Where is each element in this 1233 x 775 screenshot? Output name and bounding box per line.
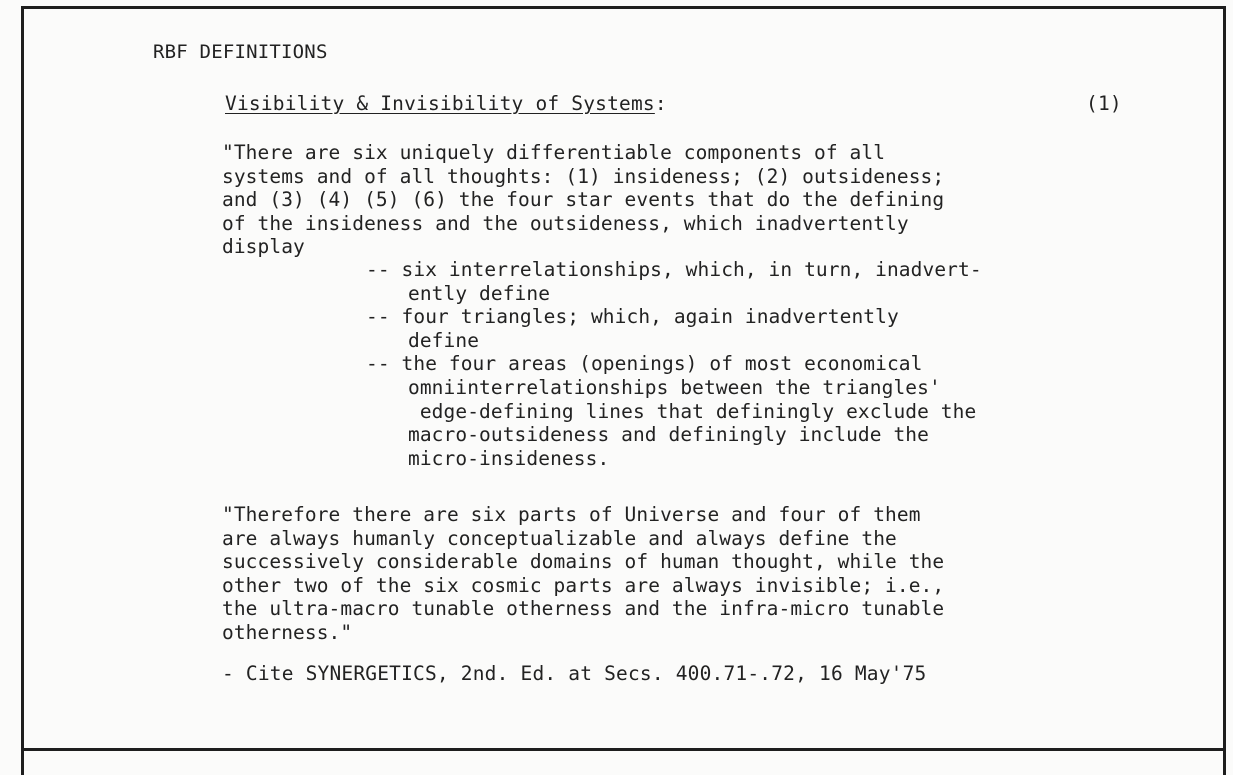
frame-right-rule <box>1223 6 1226 775</box>
paragraph-line: of the insideness and the outsideness, which inadvertently <box>222 211 909 235</box>
paragraph-line: systems and of all thoughts: (1) insideness; (2) outsideness; <box>222 164 945 188</box>
bullet-item: -- four triangles; which, again inadvertently <box>366 305 899 329</box>
paragraph-line: are always humanly conceptualizable and always define the <box>222 526 897 550</box>
citation: - Cite SYNERGETICS, 2nd. Ed. at Secs. 400.71-.72, 16 May'75 <box>222 662 927 685</box>
bullet-item: -- six interrelationships, which, in turn, inadvert- <box>366 258 982 281</box>
paragraph-2 <box>222 503 944 645</box>
paragraph-line: the ultra-macro tunable otherness and the infra-micro tunable <box>222 597 945 621</box>
section-title-text: Visibility & Invisibility of Systems <box>225 92 655 115</box>
frame-top-rule <box>22 6 1226 9</box>
paragraph-line: other two of the six cosmic parts are always invisible; i.e., <box>222 573 945 597</box>
frame-bottom-rule <box>22 748 1226 751</box>
paragraph-1 <box>222 141 944 259</box>
bullet-continuation: define <box>408 328 480 352</box>
bullet-item: -- the four areas (openings) of most economical <box>366 352 923 376</box>
bullet-continuation: micro-insideness. <box>408 446 610 470</box>
paragraph-line: and (3) (4) (5) (6) the four star events that do the defining <box>222 188 945 212</box>
frame-left-rule <box>21 6 24 775</box>
paragraph-line: "Therefore there are six parts of Universe and four of them <box>222 503 921 526</box>
section-number: (1) <box>1086 92 1122 115</box>
section-title-colon: : <box>654 92 667 115</box>
paragraph-line: display <box>222 235 305 259</box>
paragraph-line: "There are six uniquely differentiable components of all <box>222 141 886 164</box>
bullet-continuation: ently define <box>408 281 551 305</box>
bullet-continuation: edge-defining lines that definingly exclude the <box>408 399 977 423</box>
section-title <box>225 94 667 114</box>
bullet-list <box>366 258 982 470</box>
bullet-continuation: macro-outsideness and definingly include the <box>408 423 929 447</box>
page-header: RBF DEFINITIONS <box>153 41 328 63</box>
bullet-continuation: omniinterrelationships between the triangles' <box>408 375 941 399</box>
paragraph-line: otherness." <box>222 620 353 644</box>
paragraph-line: successively considerable domains of human thought, while the <box>222 550 945 574</box>
